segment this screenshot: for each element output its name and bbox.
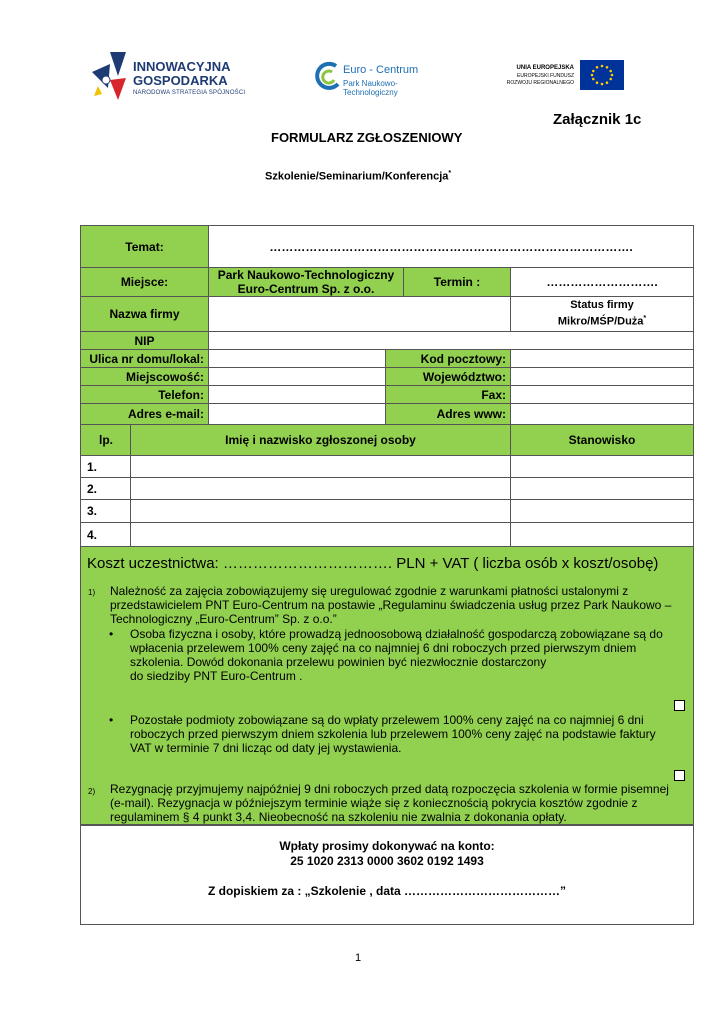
telefon-field[interactable] — [208, 385, 386, 404]
ulica-field[interactable] — [208, 349, 386, 368]
form-subtitle: Szkolenie/Seminarium/Konferencja* — [265, 170, 452, 183]
bullet-1-text: Osoba fizyczna i osoby, które prowadzą jednoosobową działalność gospodarczą zobowiązane są do wpłacenia przelewem 100% ceny zajęć na co najmniej 6 dni roboczych przed pierwszym dniem szkolenia. Dowód dokonania przelewu powinien być niezwłocznie dostarczony do siedziby PNT Euro-Centrum . — [130, 627, 663, 683]
eu-text-3: ROZWOJU REGIONALNEGO — [506, 80, 574, 86]
osoba-field[interactable] — [130, 477, 511, 500]
www-label: Adres www: — [385, 403, 511, 425]
termin-label: Termin : — [403, 267, 511, 297]
stanowisko-field[interactable] — [510, 477, 694, 500]
wojewodztwo-label: Województwo: — [385, 367, 511, 386]
status-label-2: Mikro/MŚP/Duża* — [557, 315, 647, 328]
cost-heading: Koszt uczestnictwa: ……………………………. PLN + VAT ( liczba osób x koszt/osobę) — [87, 555, 659, 572]
email-field[interactable] — [208, 403, 386, 425]
kod-field[interactable] — [510, 349, 694, 368]
osoba-header: Imię i nazwisko zgłoszonej osoby — [130, 424, 511, 456]
euro-centrum-name: Euro - Centrum — [343, 64, 419, 76]
nazwa-firmy-label: Nazwa firmy — [80, 296, 209, 332]
form-title: FORMULARZ ZGŁOSZENIOWY — [271, 130, 463, 145]
osoba-field[interactable] — [130, 455, 511, 478]
point-1-text: Należność za zajęcia zobowiązujemy się uregulować zgodnie z warunkami płatności ustalonymi z przedstawicielem PNT Euro-Centrum na postawie „Regulaminu świadczenia usług przez Park Naukowo – Technologiczny „Euro-Centrum” Sp. z o.o.” — [110, 584, 672, 626]
stanowisko-field[interactable] — [510, 499, 694, 523]
ig-logo-text: INNOWACYJNA GOSPODARKA — [133, 59, 231, 88]
osoba-field[interactable] — [130, 499, 511, 523]
termin-value: ………………………. — [546, 275, 658, 289]
stanowisko-header: Stanowisko — [510, 424, 694, 456]
kod-label: Kod pocztowy: — [385, 349, 511, 368]
option-1-checkbox[interactable] — [674, 700, 685, 711]
fax-field[interactable] — [510, 385, 694, 404]
bullet-2-text: Pozostałe podmioty zobowiązane są do wpłaty przelewem 100% ceny zajęć na co najmniej 6 dni roboczych przed pierwszym dniem szkolenia lub przelewem 100% ceny zajęć na podstawie faktury VAT w terminie 7 dni licząc od daty jej wystawienia. — [130, 713, 656, 755]
wojewodztwo-field[interactable] — [510, 367, 694, 386]
payment-note: Z dopiskiem za : „Szkolenie , data …………………………………” — [207, 884, 567, 898]
temat-value: ………………………………………………………………………………. — [269, 239, 633, 254]
miejsce-label: Miejsce: — [80, 267, 209, 297]
www-field[interactable] — [510, 403, 694, 425]
temat-field[interactable] — [208, 225, 694, 268]
euro-centrum-logo — [312, 60, 452, 96]
lp-header: lp. — [80, 424, 131, 456]
stanowisko-field[interactable] — [510, 522, 694, 547]
bullet-1-icon: • — [109, 627, 114, 641]
osoba-field[interactable] — [130, 522, 511, 547]
option-2-checkbox[interactable] — [674, 770, 685, 781]
bullet-2-icon: • — [109, 713, 114, 727]
temat-label: Temat: — [80, 225, 209, 268]
row-number: 3. — [80, 499, 131, 523]
nip-field[interactable] — [208, 331, 694, 350]
miejscowosc-label: Miejscowość: — [80, 367, 209, 386]
eu-flag-icon — [580, 60, 624, 90]
email-label: Adres e-mail: — [80, 403, 209, 425]
ulica-label: Ulica nr domu/lokal: — [80, 349, 209, 368]
point-1-number: 1) — [88, 588, 96, 597]
eu-logo — [506, 60, 624, 92]
ig-emblem-icon — [88, 50, 130, 102]
innowacyjna-gospodarka-logo — [88, 50, 258, 102]
bank-account: 25 1020 2313 0000 3602 0192 1493 — [290, 854, 484, 868]
point-2-number: 2) — [88, 787, 96, 796]
cost-section — [80, 546, 694, 825]
fax-label: Fax: — [385, 385, 511, 404]
row-number: 4. — [80, 522, 131, 547]
attachment-label: Załącznik 1c — [553, 111, 642, 128]
miejsce-value: Park Naukowo-Technologiczny Euro-Centrum Sp. z o.o. — [208, 267, 404, 297]
row-number: 2. — [80, 477, 131, 500]
nazwa-firmy-field[interactable] — [208, 296, 511, 332]
stanowisko-field[interactable] — [510, 455, 694, 478]
eu-text-2: EUROPEJSKI FUNDUSZ — [517, 73, 574, 79]
status-firmy-field[interactable] — [510, 296, 694, 332]
euro-centrum-sub: Park Naukowo-Technologiczny — [343, 79, 398, 97]
nip-label: NIP — [80, 331, 209, 350]
termin-field[interactable] — [510, 267, 694, 297]
euro-centrum-swirl-icon — [312, 60, 342, 94]
miejscowosc-field[interactable] — [208, 367, 386, 386]
page-number: 1 — [355, 952, 362, 964]
payment-section — [80, 825, 694, 925]
row-number: 1. — [80, 455, 131, 478]
payment-line: Wpłaty prosimy dokonywać na konto: — [279, 839, 495, 853]
eu-text-1: UNIA EUROPEJSKA — [516, 65, 574, 71]
telefon-label: Telefon: — [80, 385, 209, 404]
ig-logo-sub: NARODOWA STRATEGIA SPÓJNOŚCI — [133, 90, 246, 96]
point-2-text: Rezygnację przyjmujemy najpóźniej 9 dni roboczych przed datą rozpoczęcia szkolenia w formie pisemnej (e-mail). Rezygnacja w późniejszym terminie wiąże się z koniecznością pokrycia kosztów zgodnie z regulaminem § 4 punkt 3,4. Nieobecność na szkoleniu nie zwalnia z dokonania opłaty. — [110, 782, 669, 824]
status-label-1: Status firmy — [570, 299, 634, 312]
